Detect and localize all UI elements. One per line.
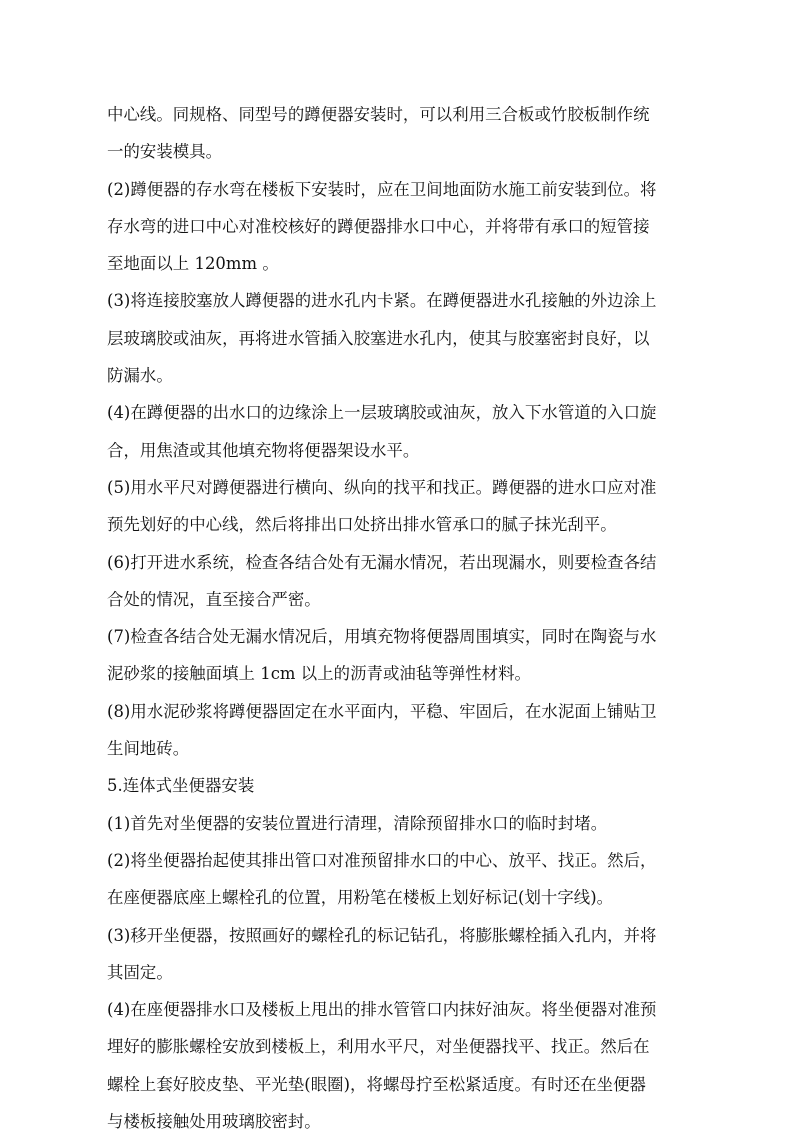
text-line: 存水弯的进口中心对准校核好的蹲便器排水口中心，并将带有承口的短管接 xyxy=(107,216,650,236)
text-line: (3)将连接胶塞放人蹲便器的进水孔内卡紧。在蹲便器进水孔接触的外边涂上 xyxy=(107,291,657,311)
text-line: (7)检查各结合处无漏水情况后，用填充物将便器周围填实，同时在陶瓷与水 xyxy=(107,627,657,647)
text-line: 与楼板接触处用玻璃胶密封。 xyxy=(107,1112,321,1132)
text-line: 至地面以上 120mm 。 xyxy=(107,254,279,274)
text-line: 合处的情况，直至接合严密。 xyxy=(107,589,321,609)
text-line: 中心线。同规格、同型号的蹲便器安装时，可以利用三合板或竹胶板制作统 xyxy=(107,105,650,124)
text-line: (6)打开进水系统，检查各结合处有无漏水情况，若出现漏水，则要检查各结 xyxy=(107,552,657,572)
text-line: (3)移开坐便器，按照画好的螺栓孔的标记钻孔，将膨胀螺栓插入孔内，并将 xyxy=(107,925,657,945)
text-line: 螺栓上套好胶皮垫、平光垫(眼圈)，将螺母拧至松紧适度。有时还在坐便器 xyxy=(107,1074,646,1094)
text-line: 预先划好的中心线，然后将排出口处挤出排水管承口的腻子抹光刮平。 xyxy=(107,515,617,535)
text-line: (5)用水平尺对蹲便器进行横向、纵向的找平和找正。蹲便器的进水口应对准 xyxy=(107,477,657,497)
text-line: (1)首先对坐便器的安装位置进行清理，清除预留排水口的临时封堵。 xyxy=(107,813,608,833)
text-line: (4)在座便器排水口及楼板上甩出的排水管管口内抹好油灰。将坐便器对准预 xyxy=(107,1000,657,1020)
text-line: (2)蹲便器的存水弯在楼板下安装时，应在卫间地面防水施工前安装到位。将 xyxy=(107,179,657,199)
text-line: 合，用焦渣或其他填充物将便器架设水平。 xyxy=(107,440,420,460)
text-line: 生间地砖。 xyxy=(107,739,190,759)
text-line: 埋好的膨胀螺栓安放到楼板上，利用水平尺，对坐便器找平、找正。然后在 xyxy=(107,1037,650,1057)
text-line: (8)用水泥砂浆将蹲便器固定在水平面内，平稳、牢固后，在水泥面上铺贴卫 xyxy=(107,701,657,721)
document-body xyxy=(107,96,722,1140)
section-heading: 5.连体式坐便器安装 xyxy=(107,776,255,796)
text-line: 一的安装模具。 xyxy=(107,142,223,162)
text-line: (2)将坐便器抬起使其排出管口对准预留排水口的中心、放平、找正。然后， xyxy=(107,850,657,870)
text-line: 层玻璃胶或油灰，再将进水管插入胶塞进水孔内，使其与胶塞密封良好，以 xyxy=(107,328,650,348)
text-line: (4)在蹲便器的出水口的边缘涂上一层玻璃胶或油灰，放入下水管道的入口旋 xyxy=(107,403,657,423)
text-line: 防漏水。 xyxy=(107,366,173,386)
text-line: 其固定。 xyxy=(107,962,173,982)
text-line: 在座便器底座上螺栓孔的位置，用粉笔在楼板上划好标记(划十字线)。 xyxy=(107,888,614,908)
text-line: 泥砂浆的接触面填上 1cm 以上的沥青或油毡等弹性材料。 xyxy=(107,664,531,684)
